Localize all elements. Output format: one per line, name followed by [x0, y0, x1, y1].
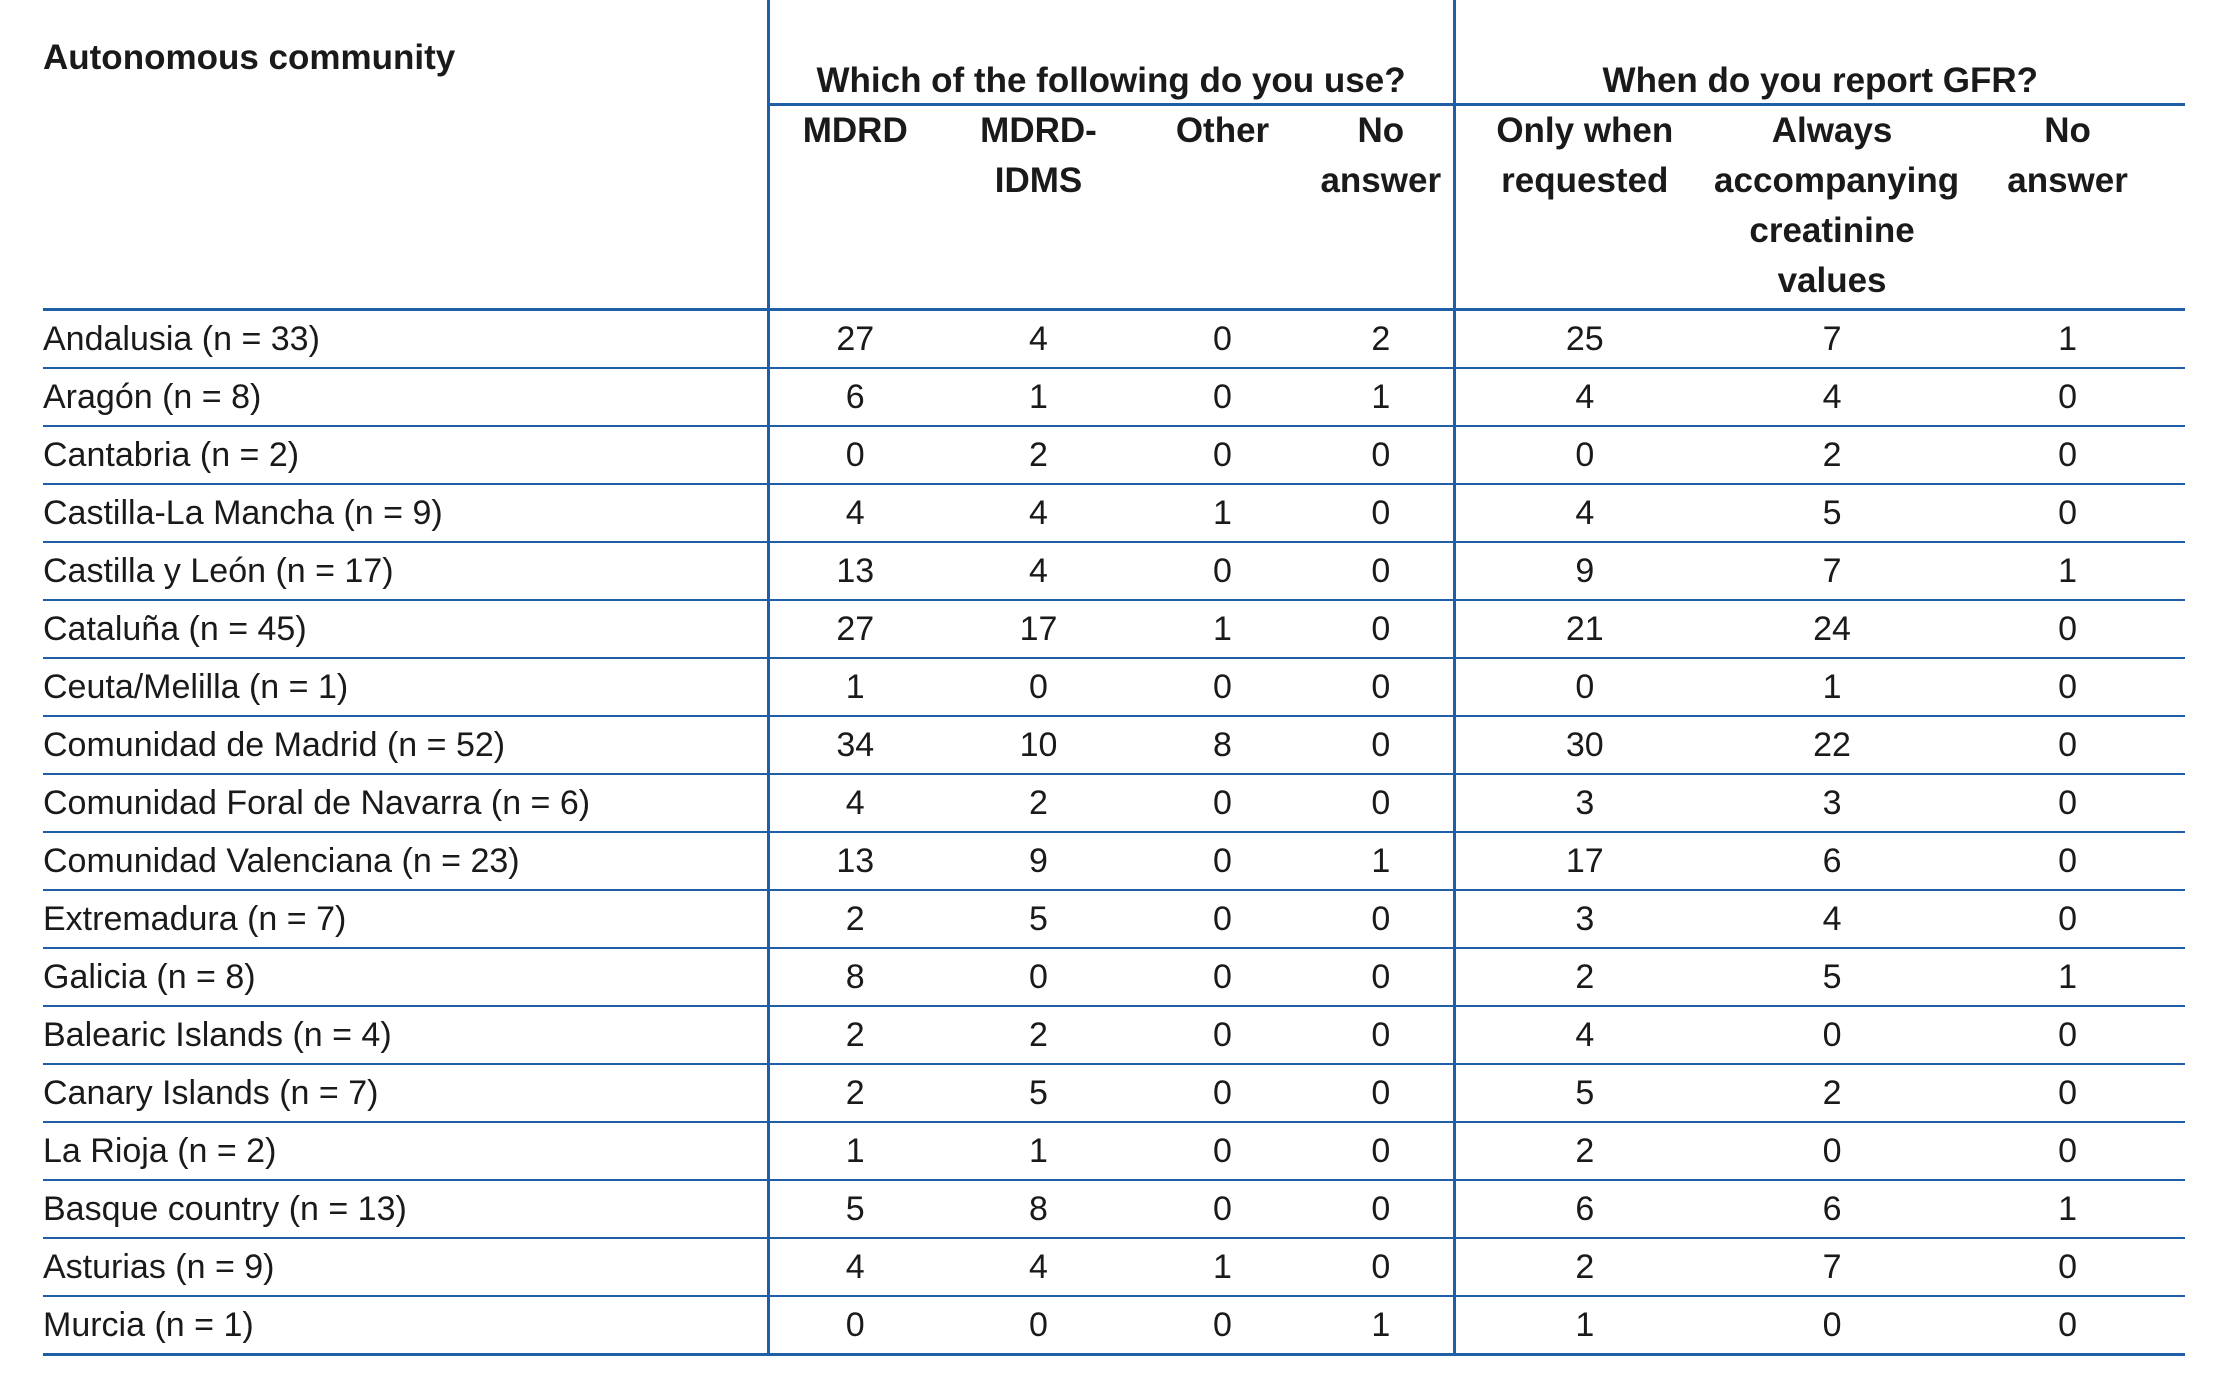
table-row — [43, 368, 2185, 426]
no-answer-usage-cell: 0 — [1309, 1238, 1454, 1296]
only-when-requested-cell: 0 — [1454, 426, 1714, 484]
only-when-requested-cell: 9 — [1454, 542, 1714, 600]
mdrd-idms-cell: 10 — [941, 716, 1136, 774]
always-accompanying-column-header — [1714, 105, 1960, 310]
community-sub-header — [43, 105, 768, 310]
mdrd-idms-cell: 17 — [941, 600, 1136, 658]
no-answer-usage-cell: 1 — [1309, 368, 1454, 426]
always-accompanying-cell: 22 — [1714, 716, 1950, 774]
community-name-cell: Comunidad Foral de Navarra (n = 6) — [43, 774, 768, 832]
other-cell: 0 — [1136, 774, 1309, 832]
always-accompanying-cell: 24 — [1714, 600, 1950, 658]
table-row — [43, 948, 2185, 1006]
no-answer-report-cell: 0 — [1950, 832, 2185, 890]
always-accompanying-cell: 7 — [1714, 310, 1950, 369]
always-accompanying-label-line2: accompanying — [1714, 161, 1960, 200]
no-answer-report-cell: 1 — [1950, 1180, 2185, 1238]
no-answer-usage-cell: 1 — [1309, 1296, 1454, 1355]
no-answer-usage-label-line2: answer — [1320, 161, 1442, 200]
mdrd-column-header — [768, 105, 941, 310]
no-answer-usage-cell: 0 — [1309, 1064, 1454, 1122]
no-answer-report-cell: 0 — [1950, 426, 2185, 484]
table-row — [43, 658, 2185, 716]
other-cell: 0 — [1136, 1122, 1309, 1180]
no-answer-usage-cell: 0 — [1309, 1122, 1454, 1180]
no-answer-usage-cell: 0 — [1309, 716, 1454, 774]
only-when-requested-cell: 2 — [1454, 1238, 1714, 1296]
community-name-cell: Asturias (n = 9) — [43, 1238, 768, 1296]
only-when-requested-cell: 4 — [1454, 484, 1714, 542]
table-row — [43, 426, 2185, 484]
table-row — [43, 1180, 2185, 1238]
mdrd-cell: 8 — [768, 948, 941, 1006]
mdrd-cell: 2 — [768, 1064, 941, 1122]
mdrd-idms-cell: 2 — [941, 1006, 1136, 1064]
other-cell: 0 — [1136, 1180, 1309, 1238]
table-row — [43, 774, 2185, 832]
no-answer-usage-cell: 1 — [1309, 832, 1454, 890]
community-name-cell: Castilla y León (n = 17) — [43, 542, 768, 600]
mdrd-cell: 27 — [768, 310, 941, 369]
no-answer-report-cell: 0 — [1950, 600, 2185, 658]
no-answer-usage-cell: 0 — [1309, 426, 1454, 484]
always-accompanying-cell: 6 — [1714, 832, 1950, 890]
no-answer-report-cell: 0 — [1950, 1006, 2185, 1064]
no-answer-report-cell: 0 — [1950, 774, 2185, 832]
report-group-header — [1454, 0, 2185, 105]
table-row — [43, 832, 2185, 890]
mdrd-cell: 1 — [768, 1122, 941, 1180]
mdrd-idms-cell: 4 — [941, 1238, 1136, 1296]
always-accompanying-label-line1: Always — [1771, 111, 1893, 150]
community-name-cell: Murcia (n = 1) — [43, 1296, 768, 1355]
other-cell: 0 — [1136, 310, 1309, 369]
gfr-survey-table — [43, 0, 2185, 1356]
always-accompanying-cell: 0 — [1714, 1296, 1950, 1355]
community-name-cell: Extremadura (n = 7) — [43, 890, 768, 948]
always-accompanying-cell: 0 — [1714, 1006, 1950, 1064]
table-row — [43, 542, 2185, 600]
mdrd-idms-cell: 2 — [941, 774, 1136, 832]
other-cell: 0 — [1136, 1296, 1309, 1355]
table-row — [43, 1122, 2185, 1180]
no-answer-report-label-line1: No — [2044, 111, 2091, 150]
no-answer-report-cell: 1 — [1950, 310, 2185, 369]
table-row — [43, 484, 2185, 542]
mdrd-cell: 0 — [768, 426, 941, 484]
no-answer-usage-cell: 0 — [1309, 890, 1454, 948]
no-answer-usage-cell: 0 — [1309, 1006, 1454, 1064]
always-accompanying-cell: 6 — [1714, 1180, 1950, 1238]
community-name-cell: La Rioja (n = 2) — [43, 1122, 768, 1180]
no-answer-usage-cell: 0 — [1309, 484, 1454, 542]
table-row — [43, 1006, 2185, 1064]
no-answer-report-column-header — [1950, 105, 2185, 310]
community-name-cell: Balearic Islands (n = 4) — [43, 1006, 768, 1064]
other-cell: 8 — [1136, 716, 1309, 774]
community-name-cell: Basque country (n = 13) — [43, 1180, 768, 1238]
no-answer-usage-cell: 0 — [1309, 658, 1454, 716]
table-row — [43, 1296, 2185, 1355]
mdrd-idms-cell: 4 — [941, 542, 1136, 600]
only-when-requested-label-line1: Only when — [1496, 111, 1674, 150]
only-when-requested-label-line2: requested — [1501, 161, 1669, 200]
only-when-requested-cell: 6 — [1454, 1180, 1714, 1238]
mdrd-idms-cell: 0 — [941, 658, 1136, 716]
mdrd-cell: 1 — [768, 658, 941, 716]
always-accompanying-cell: 7 — [1714, 1238, 1950, 1296]
header-group-row — [43, 0, 2185, 105]
other-cell: 0 — [1136, 1006, 1309, 1064]
mdrd-idms-cell: 8 — [941, 1180, 1136, 1238]
other-column-label: Other — [1175, 111, 1270, 150]
only-when-requested-cell: 4 — [1454, 1006, 1714, 1064]
community-name-cell: Castilla-La Mancha (n = 9) — [43, 484, 768, 542]
community-name-cell: Ceuta/Melilla (n = 1) — [43, 658, 768, 716]
always-accompanying-cell: 5 — [1714, 948, 1950, 1006]
no-answer-report-cell: 0 — [1950, 1064, 2185, 1122]
other-cell: 0 — [1136, 890, 1309, 948]
no-answer-usage-label-line1: No — [1357, 111, 1405, 150]
always-accompanying-cell: 5 — [1714, 484, 1950, 542]
other-cell: 0 — [1136, 542, 1309, 600]
only-when-requested-cell: 30 — [1454, 716, 1714, 774]
mdrd-idms-cell: 5 — [941, 890, 1136, 948]
always-accompanying-cell: 7 — [1714, 542, 1950, 600]
mdrd-cell: 13 — [768, 542, 941, 600]
only-when-requested-cell: 3 — [1454, 890, 1714, 948]
mdrd-cell: 5 — [768, 1180, 941, 1238]
usage-group-title: Which of the following do you use? — [816, 61, 1406, 100]
no-answer-report-cell: 1 — [1950, 948, 2185, 1006]
no-answer-report-cell: 0 — [1950, 890, 2185, 948]
always-accompanying-cell: 2 — [1714, 426, 1950, 484]
always-accompanying-cell: 2 — [1714, 1064, 1950, 1122]
no-answer-report-cell: 0 — [1950, 658, 2185, 716]
no-answer-report-cell: 0 — [1950, 1122, 2185, 1180]
mdrd-idms-cell: 2 — [941, 426, 1136, 484]
table-row — [43, 1238, 2185, 1296]
mdrd-idms-column-label: MDRD-IDMS — [980, 111, 1097, 200]
community-column-header — [43, 0, 768, 105]
mdrd-column-label: MDRD — [802, 111, 908, 150]
other-cell: 0 — [1136, 658, 1309, 716]
other-cell: 0 — [1136, 426, 1309, 484]
no-answer-usage-cell: 0 — [1309, 774, 1454, 832]
only-when-requested-cell: 1 — [1454, 1296, 1714, 1355]
community-name-cell: Aragón (n = 8) — [43, 368, 768, 426]
mdrd-cell: 6 — [768, 368, 941, 426]
no-answer-usage-cell: 0 — [1309, 948, 1454, 1006]
other-cell: 1 — [1136, 600, 1309, 658]
table-row — [43, 890, 2185, 948]
other-cell: 0 — [1136, 832, 1309, 890]
mdrd-idms-cell: 4 — [941, 484, 1136, 542]
table-row — [43, 600, 2185, 658]
mdrd-cell: 2 — [768, 890, 941, 948]
only-when-requested-cell: 3 — [1454, 774, 1714, 832]
mdrd-idms-cell: 1 — [941, 1122, 1136, 1180]
no-answer-usage-cell: 0 — [1309, 542, 1454, 600]
mdrd-idms-cell: 5 — [941, 1064, 1136, 1122]
always-accompanying-cell: 4 — [1714, 890, 1950, 948]
always-accompanying-cell: 3 — [1714, 774, 1950, 832]
no-answer-report-cell: 0 — [1950, 716, 2185, 774]
table-body — [43, 310, 2185, 1355]
no-answer-usage-column-header — [1309, 105, 1454, 310]
community-name-cell: Comunidad de Madrid (n = 52) — [43, 716, 768, 774]
only-when-requested-column-header — [1454, 105, 1714, 310]
mdrd-idms-cell: 4 — [941, 310, 1136, 369]
no-answer-report-cell: 1 — [1950, 542, 2185, 600]
no-answer-report-cell: 0 — [1950, 1238, 2185, 1296]
other-cell: 1 — [1136, 484, 1309, 542]
mdrd-cell: 34 — [768, 716, 941, 774]
mdrd-cell: 2 — [768, 1006, 941, 1064]
table-row — [43, 716, 2185, 774]
usage-group-header — [768, 0, 1454, 105]
community-name-cell: Canary Islands (n = 7) — [43, 1064, 768, 1122]
mdrd-cell: 13 — [768, 832, 941, 890]
mdrd-idms-cell: 0 — [941, 948, 1136, 1006]
mdrd-cell: 4 — [768, 1238, 941, 1296]
table-row — [43, 1064, 2185, 1122]
only-when-requested-cell: 2 — [1454, 1122, 1714, 1180]
only-when-requested-cell: 17 — [1454, 832, 1714, 890]
report-group-title: When do you report GFR? — [1602, 61, 2039, 100]
always-accompanying-cell: 1 — [1714, 658, 1950, 716]
table-header — [43, 0, 2185, 310]
header-sub-row — [43, 105, 2185, 310]
always-accompanying-cell: 4 — [1714, 368, 1950, 426]
no-answer-report-cell: 0 — [1950, 484, 2185, 542]
only-when-requested-cell: 21 — [1454, 600, 1714, 658]
only-when-requested-cell: 0 — [1454, 658, 1714, 716]
community-name-cell: Cataluña (n = 45) — [43, 600, 768, 658]
mdrd-idms-cell: 0 — [941, 1296, 1136, 1355]
always-accompanying-label-line4: values — [1777, 261, 1887, 300]
only-when-requested-cell: 25 — [1454, 310, 1714, 369]
always-accompanying-label-line3: creatinine — [1749, 211, 1915, 250]
other-cell: 0 — [1136, 368, 1309, 426]
no-answer-usage-cell: 0 — [1309, 600, 1454, 658]
mdrd-idms-cell: 1 — [941, 368, 1136, 426]
no-answer-report-cell: 0 — [1950, 1296, 2185, 1355]
table-row — [43, 310, 2185, 369]
community-name-cell: Comunidad Valenciana (n = 23) — [43, 832, 768, 890]
mdrd-idms-cell: 9 — [941, 832, 1136, 890]
only-when-requested-cell: 2 — [1454, 948, 1714, 1006]
other-cell: 1 — [1136, 1238, 1309, 1296]
mdrd-cell: 27 — [768, 600, 941, 658]
no-answer-usage-cell: 2 — [1309, 310, 1454, 369]
always-accompanying-cell: 0 — [1714, 1122, 1950, 1180]
only-when-requested-cell: 4 — [1454, 368, 1714, 426]
no-answer-usage-cell: 0 — [1309, 1180, 1454, 1238]
no-answer-report-label-line2: answer — [2007, 161, 2128, 200]
community-name-cell: Galicia (n = 8) — [43, 948, 768, 1006]
mdrd-cell: 4 — [768, 484, 941, 542]
other-cell: 0 — [1136, 1064, 1309, 1122]
community-name-cell: Cantabria (n = 2) — [43, 426, 768, 484]
mdrd-cell: 4 — [768, 774, 941, 832]
no-answer-report-cell: 0 — [1950, 368, 2185, 426]
community-name-cell: Andalusia (n = 33) — [43, 310, 768, 369]
only-when-requested-cell: 5 — [1454, 1064, 1714, 1122]
mdrd-idms-column-header — [941, 105, 1136, 310]
other-cell: 0 — [1136, 948, 1309, 1006]
other-column-header — [1136, 105, 1309, 310]
community-column-label: Autonomous community — [43, 37, 456, 77]
mdrd-cell: 0 — [768, 1296, 941, 1355]
